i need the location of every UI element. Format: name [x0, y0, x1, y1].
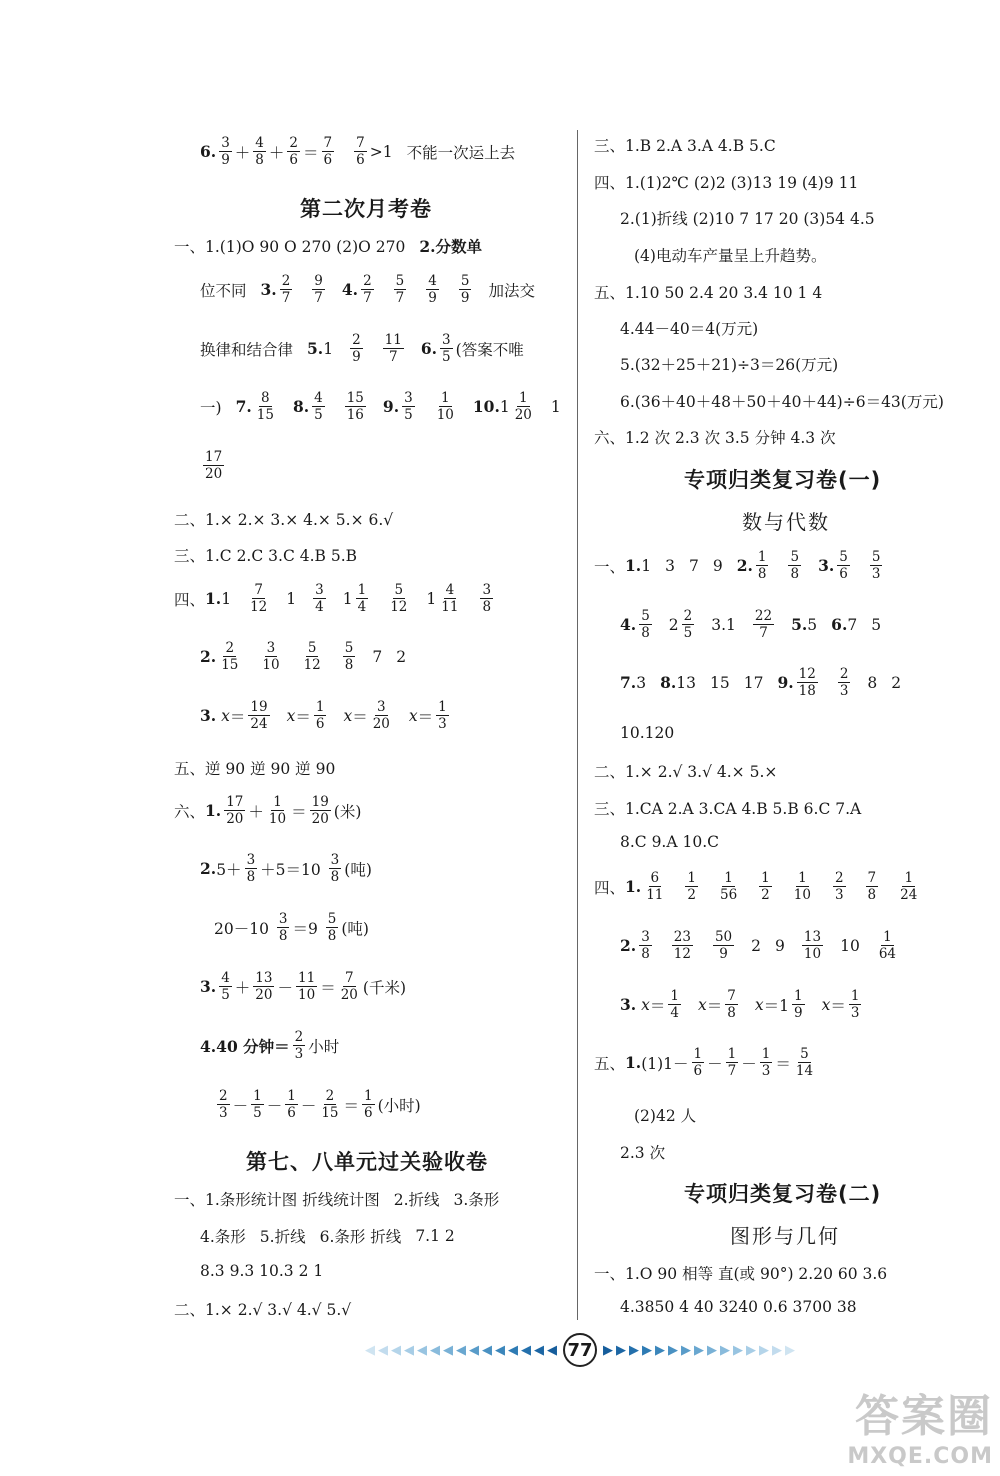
answer-line-r9: 六、1.2 次 2.3 次 3.5 分钟 4.3 次	[594, 429, 836, 447]
answer-line-q2: 二、1.× 2.√ 3.√ 4.× 5.×	[594, 763, 778, 781]
answer-line-r1: 三、1.B 2.A 3.A 4.B 5.C	[594, 137, 776, 155]
answer-line-q5b: (2)42 人	[634, 1107, 697, 1125]
answer-line-1c: 换律和结合律 5. 1 $\frac{2}{9}$ $\frac{11}{7}$ 6. $\frac{3}{5}$ (答案不唯	[200, 332, 524, 366]
answer-line-r7: 5.(32＋25＋21)÷3＝26(万元)	[620, 356, 839, 374]
page-number: 77	[563, 1333, 597, 1367]
answer-line-6-2a: 2. 5＋ $\frac{3}{8}$ ＋5＝10 $\frac{3}{8}$ (吨)	[200, 852, 372, 886]
answer-line-q1a: 一、 1. 1 3 7 9 2. $\frac{1}{8}$ $\frac{5}{8}$ 3. $\frac{5}{6}$ $\frac{5}{3}$	[594, 549, 881, 583]
note-text: 不能一次运上去	[406, 143, 516, 162]
section-heading-review-2: 专项归类复习卷(二)	[684, 1182, 882, 1206]
watermark-line1: 答案圈	[855, 1391, 993, 1442]
answer-line-r2: 四、1.(1)2℃ (2)2 (3)13 19 (4)9 11	[594, 174, 859, 192]
answer-line-q4c: 3. x ＝ $\frac{1}{4}$ x ＝ $\frac{7}{8}$ x ＝1 $\frac{1}{9}$ x ＝ $\frac{1}{3}$	[620, 988, 860, 1022]
section-heading-review-1: 专项归类复习卷(一)	[684, 468, 882, 492]
section-subheading-geometry: 图形与几何	[730, 1224, 840, 1248]
answer-line-6-4a: 4.40 分钟＝ $\frac{2}{3}$ 小时	[200, 1029, 340, 1063]
answer-line-1d: 一) 7. $\frac{8}{15}$ 8. $\frac{4}{5}$ $\frac{15}{16}$ 9. $\frac{3}{5}$ $\frac{1}{10}$ 10. 1 $\frac{1}{20}$ 1	[200, 390, 561, 424]
answer-line-r3: 2.(1)折线 (2)10 7 17 20 (3)54 4.5	[620, 210, 875, 228]
answer-line-q5c: 2.3 次	[620, 1144, 666, 1162]
answer-line-r5: 五、1.10 50 2.4 20 3.4 10 1 4	[594, 284, 823, 302]
answer-line-t4: 二、1.× 2.√ 3.√ 4.√ 5.√	[174, 1301, 352, 1319]
answer-line-q1d: 10.120	[620, 724, 675, 742]
answer-line-t1: 一、1.条形统计图 折线统计图 2.折线 3.条形	[174, 1191, 500, 1209]
answer-line-4-1: 四、 1. 1 $\frac{7}{12}$ 1 $\frac{3}{4}$ 1 $\frac{1}{4}$ $\frac{5}{12}$ 1 $\frac{4}{11}$ $\frac{3}{8}$	[174, 582, 492, 616]
answer-line-2: 二、1.× 2.× 3.× 4.× 5.× 6.√	[174, 511, 394, 529]
page-footer	[260, 1334, 900, 1366]
answer-line-g1: 一、1.O 90 相等 直(或 90°) 2.20 60 3.6	[594, 1265, 888, 1283]
watermark-logo	[808, 1380, 993, 1472]
section-heading-unit-7-8: 第七、八单元过关验收卷	[246, 1150, 488, 1174]
answer-line-6-3: 3. $\frac{4}{5}$ ＋ $\frac{13}{20}$ － $\frac{11}{10}$ ＝ $\frac{7}{20}$ (千米)	[200, 970, 406, 1004]
answer-line-q1b: 4. $\frac{5}{8}$ 2 $\frac{2}{5}$ 3.1 $\frac{22}{7}$ 5. 5 6. 7 5	[620, 608, 882, 642]
answer-line-t3: 8.3 9.3 10.3 2 1	[200, 1262, 324, 1280]
watermark-line2: MXQE.COM	[847, 1444, 993, 1469]
answer-line-3: 三、1.C 2.C 3.C 4.B 5.B	[174, 547, 358, 565]
answer-line-r6: 4.44－40＝4(万元)	[620, 320, 759, 338]
answer-line-6: 6. $\frac{3}{9}$ ＋ $\frac{4}{8}$ ＋ $\frac{2}{6}$ ＝ $\frac{7}{6}$ $\frac{7}{6}$ >1 不能一次运上去	[200, 135, 516, 169]
column-divider	[577, 130, 578, 1320]
answer-line-4-2: 2. $\frac{2}{15}$ $\frac{3}{10}$ $\frac{5}{12}$ $\frac{5}{8}$ 7 2	[200, 640, 407, 674]
left-arrow-decoration: ◀ ◀ ◀ ◀ ◀ ◀ ◀ ◀ ◀ ◀ ◀ ◀ ◀ ◀ ◀	[365, 1342, 557, 1358]
answer-line-q4a: 四、 1. $\frac{6}{11}$ $\frac{1}{2}$ $\frac{1}{56}$ $\frac{1}{2}$ $\frac{1}{10}$ $\frac{2}{3}$ $\frac{7}{8}$ $\frac{1}{24}$	[594, 870, 918, 904]
answer-line-q1c: 7. 3 8. 13 15 17 9. $\frac{12}{18}$ $\frac{2}{3}$ 8 2	[620, 666, 902, 700]
answer-line-1b: 位不同 3. $\frac{2}{7}$ $\frac{9}{7}$ 4. $\frac{2}{7}$ $\frac{5}{7}$ $\frac{4}{9}$ $\frac{5}{9}$ 加法交	[200, 273, 535, 307]
right-arrow-decoration: ▶ ▶ ▶ ▶ ▶ ▶ ▶ ▶ ▶ ▶ ▶ ▶ ▶ ▶ ▶	[603, 1342, 795, 1358]
answer-line-6-1: 六、 1. $\frac{17}{20}$ ＋ $\frac{1}{10}$ ＝ $\frac{19}{20}$ (米)	[174, 794, 362, 828]
answer-line-5: 五、逆 90 逆 90 逆 90	[174, 760, 336, 778]
answer-line-6-4b: $\frac{2}{3}$ － $\frac{1}{5}$ － $\frac{1}{6}$ － $\frac{2}{15}$ ＝ $\frac{1}{6}$ (小时)	[219, 1088, 421, 1122]
answer-line-g2: 4.3850 4 40 3240 0.6 3700 38	[620, 1298, 857, 1316]
answer-line-r8: 6.(36＋40＋48＋50＋40＋44)÷6＝43(万元)	[620, 393, 944, 411]
answer-line-1a: 一、1.(1)O 90 O 270 (2)O 270 2.分数单	[174, 237, 483, 256]
section-heading-2nd-monthly: 第二次月考卷	[300, 197, 432, 221]
answer-line-q5a: 五、 1. (1)1－ $\frac{1}{6}$ － $\frac{1}{7}$ － $\frac{1}{3}$ ＝ $\frac{5}{14}$	[594, 1046, 814, 1080]
answer-line-6-2b: 20－10 $\frac{3}{8}$ ＝9 $\frac{5}{8}$ (吨)	[214, 911, 369, 945]
answer-line-1e: $\frac{17}{20}$	[205, 449, 223, 483]
answer-line-r4: (4)电动车产量呈上升趋势。	[634, 247, 827, 265]
section-subheading-algebra: 数与代数	[742, 510, 830, 534]
answer-line-q4b: 2. $\frac{3}{8}$ $\frac{23}{12}$ $\frac{50}{9}$ 2 9 $\frac{13}{10}$ 10 $\frac{1}{64}$	[620, 929, 897, 963]
answer-line-q3: 三、1.CA 2.A 3.CA 4.B 5.B 6.C 7.A	[594, 800, 862, 818]
answer-line-q3b: 8.C 9.A 10.C	[620, 833, 719, 851]
answer-line-4-3: 3. x ＝ $\frac{19}{24}$ x ＝ $\frac{1}{6}$ x ＝ $\frac{3}{20}$ x ＝ $\frac{1}{3}$	[200, 699, 447, 733]
answer-line-t2: 4.条形 5.折线 6.条形 折线 7.1 2	[200, 1227, 455, 1246]
